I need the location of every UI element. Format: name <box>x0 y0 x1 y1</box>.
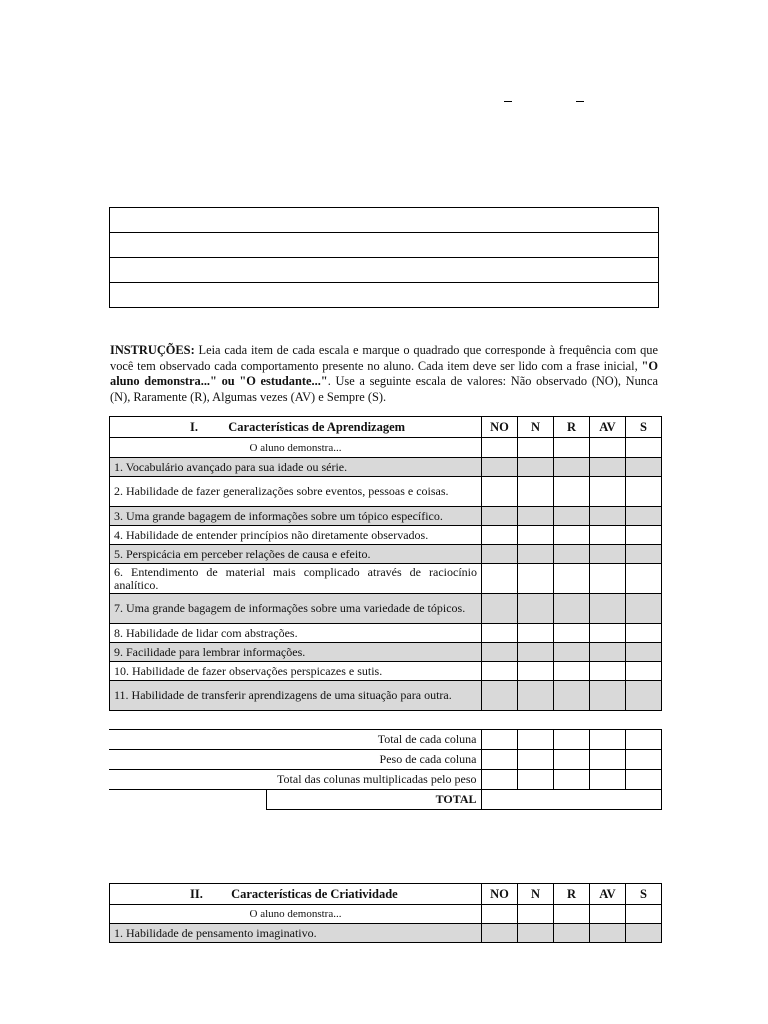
checkbox-cell-s[interactable] <box>626 526 662 545</box>
checkbox-cell-no[interactable] <box>482 662 518 681</box>
item-text: 5. Perspicácia em perceber relações de causa e efeito. <box>110 545 482 564</box>
checkbox-cell-av[interactable] <box>590 681 626 711</box>
item-row <box>110 643 662 662</box>
checkbox-cell-n[interactable] <box>518 681 554 711</box>
column-header-s: S <box>626 884 662 905</box>
instructions-paragraph <box>110 343 658 405</box>
section-title <box>110 417 482 438</box>
item-row <box>110 526 662 545</box>
totals-table <box>109 729 662 810</box>
checkbox-cell-s[interactable] <box>626 594 662 624</box>
instructions-quote: "O aluno demonstra..." ou "O estudante..." <box>110 358 658 388</box>
checkbox-cell[interactable] <box>590 905 626 924</box>
weight-cell[interactable] <box>517 750 553 770</box>
item-text: 1. Habilidade de pensamento imaginativo. <box>110 924 482 943</box>
checkbox-cell-s[interactable] <box>626 681 662 711</box>
blank-field-2[interactable] <box>110 233 659 258</box>
total-cell[interactable] <box>517 730 553 750</box>
checkbox-cell-r[interactable] <box>554 624 590 643</box>
checkbox-cell-no[interactable] <box>482 477 518 507</box>
checkbox-cell-no[interactable] <box>482 624 518 643</box>
total-cell[interactable] <box>481 730 517 750</box>
checkbox-cell-r[interactable] <box>554 564 590 594</box>
item-row <box>110 624 662 643</box>
checkbox-cell[interactable] <box>626 438 662 458</box>
total-cell[interactable] <box>553 730 589 750</box>
checkbox-cell-n[interactable] <box>518 643 554 662</box>
checkbox-cell-r[interactable] <box>554 594 590 624</box>
section-number: II. <box>190 886 203 901</box>
checkbox-cell-n[interactable] <box>518 594 554 624</box>
checkbox-cell-r[interactable] <box>554 643 590 662</box>
section-number: I. <box>190 419 198 434</box>
section-name: Características de Criatividade <box>231 886 398 901</box>
checkbox-cell[interactable] <box>626 905 662 924</box>
learning-characteristics-table <box>109 416 662 711</box>
item-text: 9. Facilidade para lembrar informações. <box>110 643 482 662</box>
creativity-characteristics-table <box>109 883 662 943</box>
weights-row <box>109 750 661 770</box>
checkbox-cell-s[interactable] <box>626 545 662 564</box>
weight-cell[interactable] <box>625 750 661 770</box>
checkbox-cell-no[interactable] <box>482 507 518 526</box>
checkbox-cell-av[interactable] <box>590 643 626 662</box>
item-row <box>110 564 662 594</box>
checkbox-cell-s[interactable] <box>626 662 662 681</box>
instructions-lead: INSTRUÇÕES: <box>110 343 195 357</box>
column-header-no: NO <box>482 417 518 438</box>
blank-field-3[interactable] <box>110 258 659 283</box>
weighted-cell[interactable] <box>481 770 517 790</box>
checkbox-cell-av[interactable] <box>590 662 626 681</box>
blank-field-1[interactable] <box>110 208 659 233</box>
item-text: 4. Habilidade de entender princípios não diretamente observados. <box>110 526 482 545</box>
checkbox-cell-n[interactable] <box>518 662 554 681</box>
subtitle-cell: O aluno demonstra... <box>110 438 482 458</box>
section-name: Características de Aprendizagem <box>228 419 406 434</box>
column-header-av: AV <box>590 417 626 438</box>
instructions-text-2: . Use a seguinte escala de valores: Não observado (NO), Nunca (N), Raramente (R), Algumas vezes (AV) e Sempre (S). <box>110 374 659 404</box>
column-header-r: R <box>554 417 590 438</box>
grand-total-row <box>109 790 661 810</box>
checkbox-cell-no[interactable] <box>482 564 518 594</box>
item-text: 1. Vocabulário avançado para sua idade ou série. <box>110 458 482 477</box>
checkbox-cell-no[interactable] <box>482 545 518 564</box>
checkbox-cell-no[interactable] <box>482 681 518 711</box>
checkbox-cell-n[interactable] <box>518 545 554 564</box>
section-title <box>110 884 482 905</box>
weighted-row <box>109 770 661 790</box>
total-cell[interactable] <box>625 730 661 750</box>
checkbox-cell-s[interactable] <box>626 564 662 594</box>
checkbox-cell-n[interactable] <box>518 564 554 594</box>
checkbox-cell-n[interactable] <box>518 477 554 507</box>
checkbox-cell-av[interactable] <box>590 477 626 507</box>
item-row <box>110 662 662 681</box>
item-row <box>110 458 662 477</box>
weighted-cell[interactable] <box>625 770 661 790</box>
item-text: 10. Habilidade de fazer observações perspicazes e sutis. <box>110 662 482 681</box>
checkbox-cell[interactable] <box>518 905 554 924</box>
column-header-n: N <box>518 884 554 905</box>
checkbox-cell[interactable] <box>554 438 590 458</box>
checkbox-cell-r[interactable] <box>554 681 590 711</box>
checkbox-cell-s[interactable] <box>626 477 662 507</box>
checkbox-cell-av[interactable] <box>590 526 626 545</box>
weight-cell[interactable] <box>589 750 625 770</box>
weighted-cell[interactable] <box>553 770 589 790</box>
checkbox-cell[interactable] <box>518 438 554 458</box>
item-row <box>110 507 662 526</box>
checkbox-cell-r[interactable] <box>554 662 590 681</box>
checkbox-cell-s[interactable] <box>626 458 662 477</box>
checkbox-cell-no[interactable] <box>482 924 518 943</box>
blank-field-4[interactable] <box>110 283 659 308</box>
checkbox-cell-r[interactable] <box>554 545 590 564</box>
header-dash-2 <box>576 101 584 102</box>
grand-total-cell[interactable] <box>481 790 661 810</box>
item-text: 8. Habilidade de lidar com abstrações. <box>110 624 482 643</box>
weighted-total-label: Total das colunas multiplicadas pelo peso <box>109 770 481 790</box>
total-each-column-label: Total de cada coluna <box>109 730 481 750</box>
checkbox-cell[interactable] <box>482 438 518 458</box>
checkbox-cell-r[interactable] <box>554 526 590 545</box>
column-header-r: R <box>554 884 590 905</box>
item-row <box>110 477 662 507</box>
subtitle-cell: O aluno demonstra... <box>110 905 482 924</box>
checkbox-cell-no[interactable] <box>482 643 518 662</box>
item-text: 6. Entendimento de material mais complicado através de raciocínio analítico. <box>110 564 482 594</box>
checkbox-cell-s[interactable] <box>626 924 662 943</box>
checkbox-cell-r[interactable] <box>554 507 590 526</box>
checkbox-cell-av[interactable] <box>590 458 626 477</box>
checkbox-cell-av[interactable] <box>590 564 626 594</box>
grand-total-label: TOTAL <box>266 790 481 810</box>
checkbox-cell[interactable] <box>554 905 590 924</box>
weighted-cell[interactable] <box>517 770 553 790</box>
checkbox-cell-n[interactable] <box>518 624 554 643</box>
instructions-text-1: Leia cada item de cada escala e marque o quadrado que corresponde à frequência com que você tem observado cada comportamento presente no aluno. Cada item deve ser lido com a frase inicial, <box>110 343 658 373</box>
checkbox-cell-r[interactable] <box>554 924 590 943</box>
identification-table <box>109 207 659 308</box>
checkbox-cell-no[interactable] <box>482 594 518 624</box>
column-header-av: AV <box>590 884 626 905</box>
item-row <box>110 594 662 624</box>
item-row <box>110 924 662 943</box>
checkbox-cell-n[interactable] <box>518 507 554 526</box>
checkbox-cell-av[interactable] <box>590 924 626 943</box>
checkbox-cell-r[interactable] <box>554 458 590 477</box>
item-row <box>110 681 662 711</box>
checkbox-cell-s[interactable] <box>626 507 662 526</box>
weighted-cell[interactable] <box>589 770 625 790</box>
item-row <box>110 545 662 564</box>
item-text: 2. Habilidade de fazer generalizações sobre eventos, pessoas e coisas. <box>110 477 482 507</box>
checkbox-cell-av[interactable] <box>590 507 626 526</box>
total-cell[interactable] <box>589 730 625 750</box>
checkbox-cell-s[interactable] <box>626 643 662 662</box>
column-header-no: NO <box>482 884 518 905</box>
checkbox-cell-r[interactable] <box>554 477 590 507</box>
weight-cell[interactable] <box>481 750 517 770</box>
checkbox-cell-no[interactable] <box>482 526 518 545</box>
item-text: 11. Habilidade de transferir aprendizagens de uma situação para outra. <box>110 681 482 711</box>
weight-each-column-label: Peso de cada coluna <box>109 750 481 770</box>
column-header-n: N <box>518 417 554 438</box>
checkbox-cell-n[interactable] <box>518 458 554 477</box>
checkbox-cell-av[interactable] <box>590 545 626 564</box>
weight-cell[interactable] <box>553 750 589 770</box>
column-header-s: S <box>626 417 662 438</box>
checkbox-cell-s[interactable] <box>626 624 662 643</box>
checkbox-cell-av[interactable] <box>590 594 626 624</box>
checkbox-cell-n[interactable] <box>518 526 554 545</box>
header-dash-1 <box>504 101 512 102</box>
totals-row <box>109 730 661 750</box>
checkbox-cell-n[interactable] <box>518 924 554 943</box>
checkbox-cell-av[interactable] <box>590 624 626 643</box>
checkbox-cell[interactable] <box>482 905 518 924</box>
item-text: 7. Uma grande bagagem de informações sobre uma variedade de tópicos. <box>110 594 482 624</box>
checkbox-cell[interactable] <box>590 438 626 458</box>
checkbox-cell-no[interactable] <box>482 458 518 477</box>
item-text: 3. Uma grande bagagem de informações sobre um tópico específico. <box>110 507 482 526</box>
